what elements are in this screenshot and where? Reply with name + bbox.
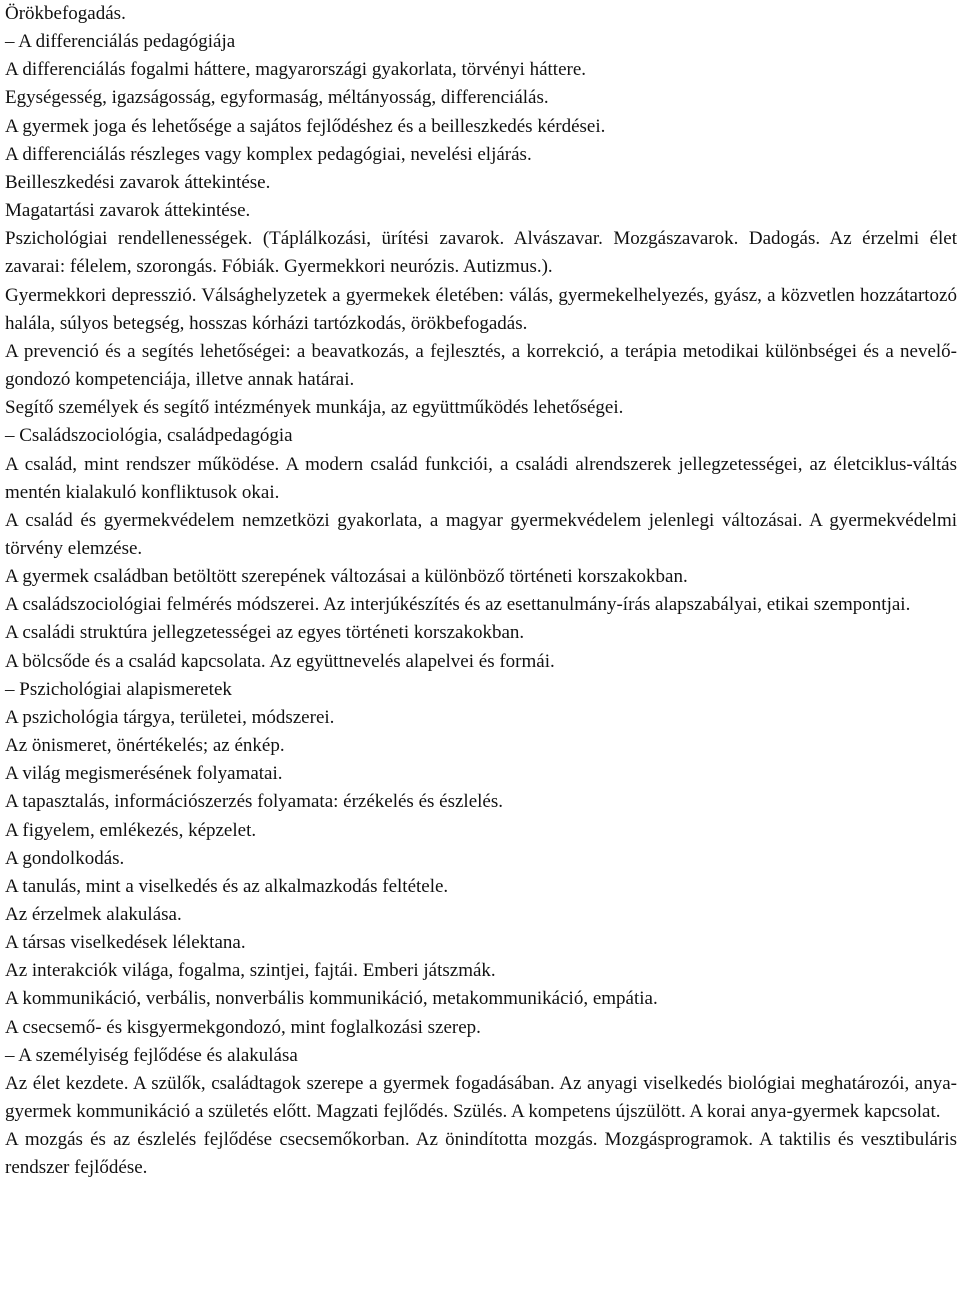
paragraph: A figyelem, emlékezés, képzelet. xyxy=(5,819,257,841)
paragraph: A gyermek joga és lehetősége a sajátos fejlődéshez és a beilleszkedés kérdései. xyxy=(5,115,606,137)
paragraph: Segítő személyek és segítő intézmények munkája, az együttműködés lehetőségei. xyxy=(5,397,624,419)
paragraph: A differenciálás fogalmi háttere, magyarországi gyakorlata, törvényi háttere. xyxy=(5,59,587,81)
paragraph: A pszichológia tárgya, területei, módszerei. xyxy=(5,706,335,728)
paragraph: A családi struktúra jellegzetességei az egyes történeti korszakokban. xyxy=(5,622,525,644)
paragraph: Pszichológiai rendellenességek. (Táplálkozási, ürítési zavarok. Alvászavar. Mozgászavarok. Dadogás. Az érzelmi élet zavarai: félelem, szorongás. Fóbiák. Gyermekkori neurózis. Autizmus.). xyxy=(5,228,957,278)
paragraph: A bölcsőde és a család kapcsolata. Az együttnevelés alapelvei és formái. xyxy=(5,650,555,672)
paragraph: A társas viselkedések lélektana. xyxy=(5,932,246,954)
paragraph: A családszociológiai felmérés módszerei. Az interjúkészítés és az esettanulmány-írás alapszabályai, etikai szempontjai. xyxy=(5,594,911,616)
section-heading: – A személyiség fejlődése és alakulása xyxy=(5,1044,298,1066)
paragraph: A csecsemő- és kisgyermekgondozó, mint foglalkozási szerep. xyxy=(5,1016,481,1038)
paragraph: Az önismeret, önértékelés; az énkép. xyxy=(5,735,285,757)
paragraph: A mozgás és az észlelés fejlődése csecsemőkorban. Az önindította mozgás. Mozgásprogramok. A taktilis és vesztibuláris rendszer fejlődése. xyxy=(5,1129,957,1179)
paragraph: Az élet kezdete. A szülők, családtagok szerepe a gyermek fogadásában. Az anyagi viselkedés biológiai meghatározói, anya-gyermek kommunikáció a születés előtt. Magzati fejlődés. Szülés. A kompetens újszülött. A korai anya-gyermek kapcsolat. xyxy=(5,1072,957,1123)
section-heading: – A differenciálás pedagógiája xyxy=(5,31,236,53)
document-page xyxy=(5,0,957,1183)
paragraph: Beilleszkedési zavarok áttekintése. xyxy=(5,171,271,193)
paragraph: Örökbefogadás. xyxy=(5,3,126,24)
section-heading: – Pszichológiai alapismeretek xyxy=(5,678,232,700)
paragraph: A család és gyermekvédelem nemzetközi gyakorlata, a magyar gyermekvédelem jelenlegi változásai. A gyermekvédelmi törvény elemzése. xyxy=(5,509,957,559)
paragraph: A tapasztalás, információszerzés folyamata: érzékelés és észlelés. xyxy=(5,791,503,813)
paragraph: Az érzelmek alakulása. xyxy=(5,904,182,925)
paragraph: A gondolkodás. xyxy=(5,847,125,869)
paragraph: Magatartási zavarok áttekintése. xyxy=(5,200,251,222)
paragraph: A prevenció és a segítés lehetőségei: a beavatkozás, a fejlesztés, a korrekció, a terápia metodikai különbségei és a nevelő-gondozó kompetenciája, illetve annak határai. xyxy=(5,340,957,391)
paragraph: A világ megismerésének folyamatai. xyxy=(5,763,283,785)
paragraph: A differenciálás részleges vagy komplex pedagógiai, nevelési eljárás. xyxy=(5,143,532,165)
paragraph: Egységesség, igazságosság, egyformaság, méltányosság, differenciálás. xyxy=(5,87,549,109)
paragraph: Gyermekkori depresszió. Válsághelyzetek a gyermekek életében: válás, gyermekelhelyezés, gyász, a közvetlen hozzátartozó halála, súlyos betegség, hosszas kórházi tartózkodás, örökbefogadás. xyxy=(5,284,957,334)
paragraph: A család, mint rendszer működése. A modern család funkciói, a családi alrendszerek jellegzetességei, az életciklus-váltás mentén kialakuló konfliktusok okai. xyxy=(5,453,957,503)
paragraph: A gyermek családban betöltött szerepének változásai a különböző történeti korszakokban. xyxy=(5,566,688,588)
paragraph: A kommunikáció, verbális, nonverbális kommunikáció, metakommunikáció, empátia. xyxy=(5,988,658,1010)
paragraph: Az interakciók világa, fogalma, szintjei, fajtái. Emberi játszmák. xyxy=(5,960,496,982)
section-heading: – Családszociológia, családpedagógia xyxy=(5,425,293,447)
paragraph: A tanulás, mint a viselkedés és az alkalmazkodás feltétele. xyxy=(5,875,449,897)
